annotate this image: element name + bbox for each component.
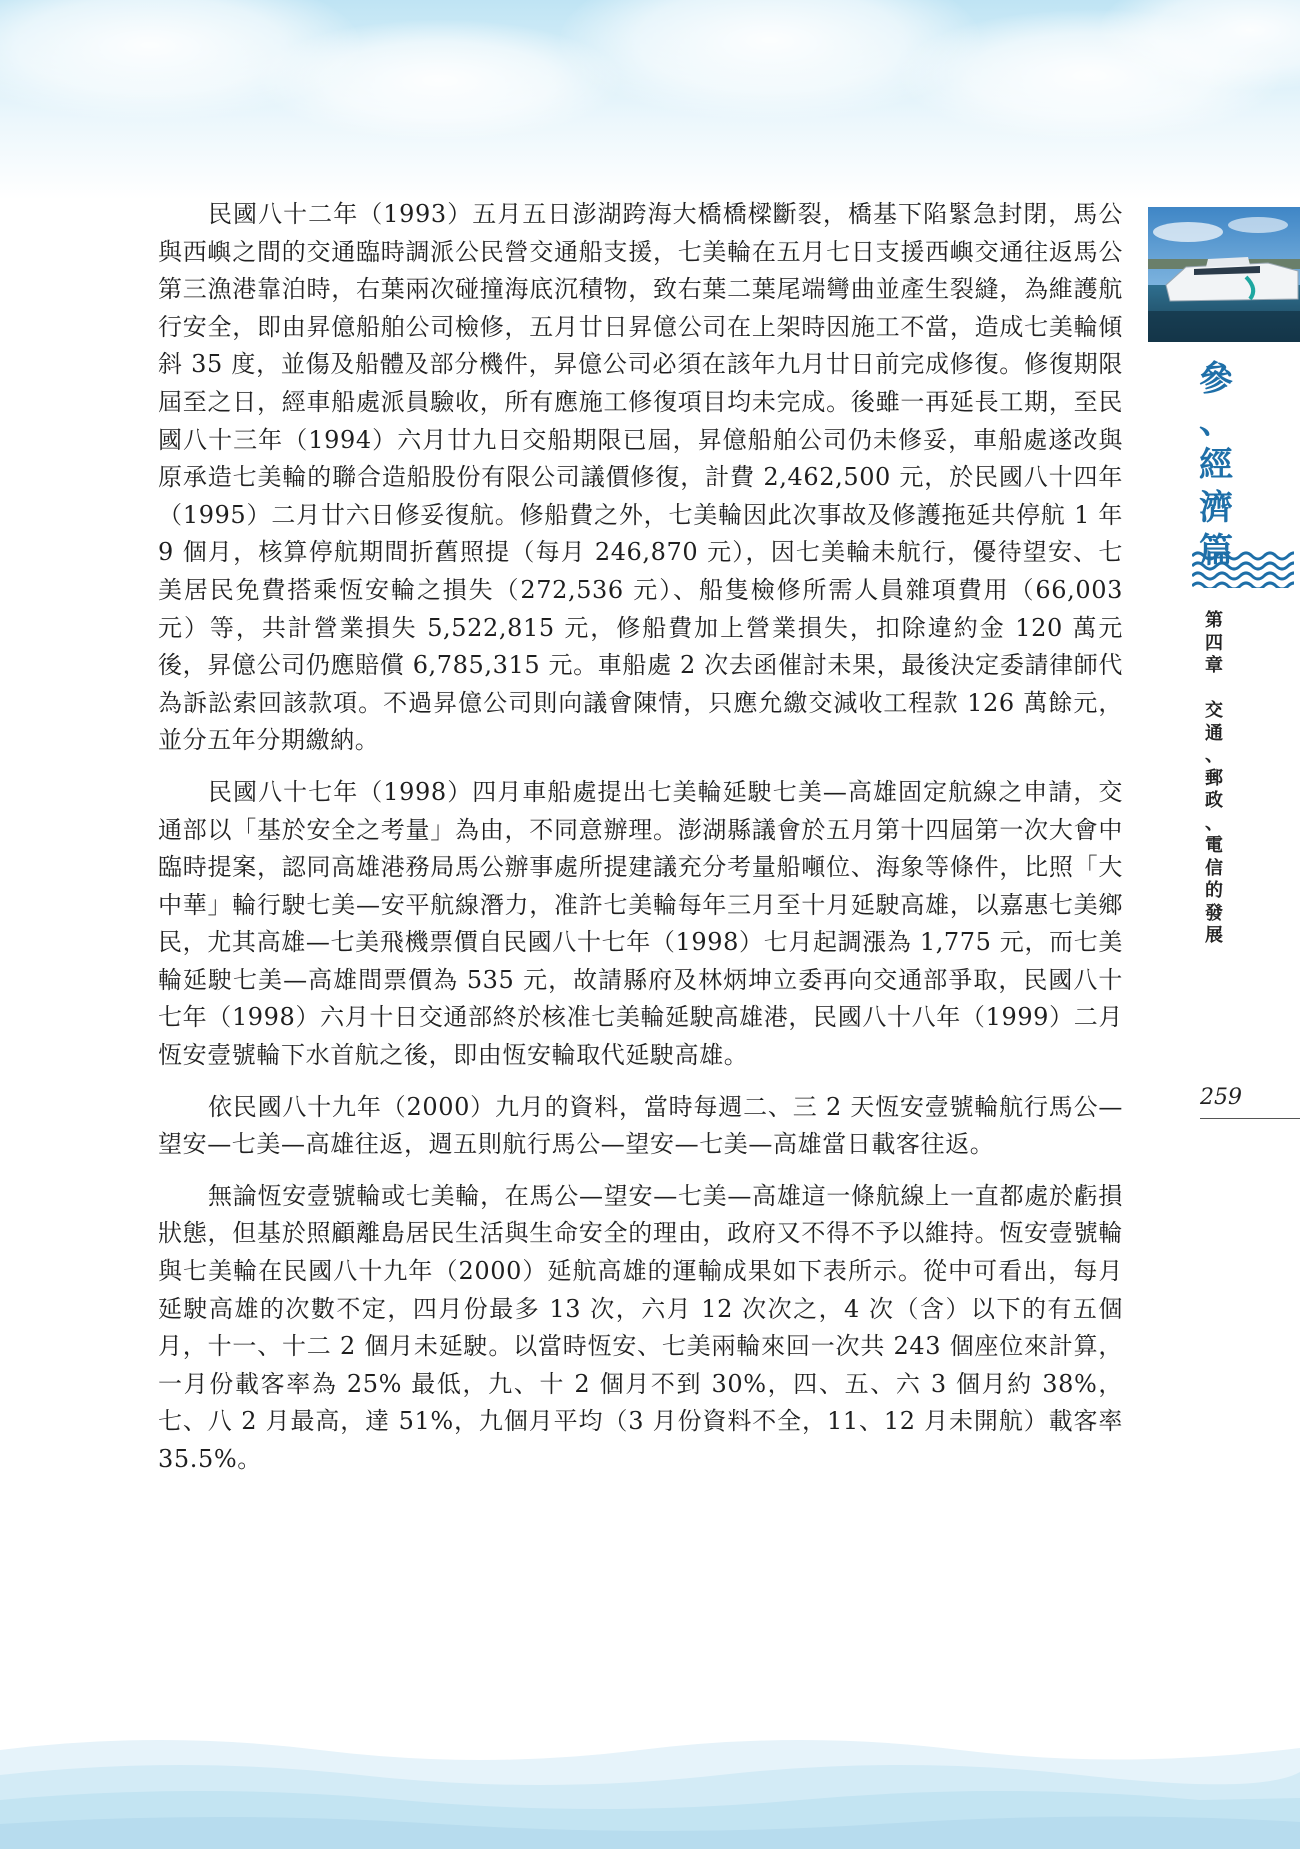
part-title-char: 經 (1199, 445, 1233, 485)
page-number-rule (1200, 1118, 1300, 1119)
chapter-title-char: 展 (1205, 925, 1223, 946)
ferry-photo-icon (1148, 207, 1300, 342)
chapter-title-char: 、 (1205, 745, 1223, 766)
waves-icon (1192, 548, 1294, 588)
body-text (158, 196, 1123, 1493)
sky-header-background (0, 0, 1300, 200)
chapter-title (1203, 612, 1225, 950)
chapter-title-char: 政 (1205, 790, 1223, 811)
chapter-title-char: 交 (1205, 700, 1223, 721)
chapter-title-char: 章 (1205, 655, 1223, 676)
chapter-title-char: 郵 (1205, 767, 1223, 789)
chapter-title-char: 信 (1205, 857, 1223, 879)
part-title-char: 濟 (1199, 488, 1233, 528)
chapter-title-char (1205, 680, 1223, 703)
paragraph: 依民國八十九年（2000）九月的資料，當時每週二、三 2 天恆安壹號輪航行馬公—望安—七美—高雄往返，週五則航行馬公—望安—七美—高雄當日載客往返。 (158, 1092, 1123, 1159)
sea-footer-background (0, 1720, 1300, 1849)
chapter-title-char: 第 (1205, 610, 1223, 631)
paragraph: 無論恆安壹號輪或七美輪，在馬公—望安—七美—高雄這一條航線上一直都處於虧損狀態，但基於照顧離島居民生活與生命安全的理由，政府又不得不予以維持。恆安壹號輪與七美輪在民國八十九年（2000）延航高雄的運輸成果如下表所示。從中可看出，每月延駛高雄的次數不定，四月份最多 13 次，六月 12 次次之，4 次（含）以下的有五個月，十一、十二 2 個月未延駛。以當時恆安、七美兩輪來回一次共 243 個座位來計算，一月份載客率為 25% 最低，九、十 2 個月不到 30%，四、五、六 3 個月約 38%，七、八 2 月最高，達 51%，九個月平均（3 月份資料不全，11、12 月未開航）載客率 35.5%。 (158, 1181, 1123, 1473)
paragraph: 民國八十二年（1993）五月五日澎湖跨海大橋橋樑斷裂，橋基下陷緊急封閉，馬公與西嶼之間的交通臨時調派公民營交通船支援，七美輪在五月七日支援西嶼交通往返馬公第三漁港靠泊時，右葉兩次碰撞海底沉積物，致右葉二葉尾端彎曲並產生裂縫，為維護航行安全，即由昇億船舶公司檢修，五月廿日昇億公司在上架時因施工不當，造成七美輪傾斜 35 度，並傷及船體及部分機件，昇億公司必須在該年九月廿日前完成修復。修復期限屆至之日，經車船處派員驗收，所有應施工修復項目均未完成。後雖一再延長工期，至民國八十三年（1994）六月廿九日交船期限已屆，昇億船舶公司仍未修妥，車船處遂改與原承造七美輪的聯合造船股份有限公司議價修復，計費 2,462,500 元，於民國八十四年（1995）二月廿六日修妥復航。修船費之外，七美輪因此次事故及修護拖延共停航 1 年 9 個月，核算停航期間折舊照提（每月 246,870 元），因七美輪未航行，優待望安、七美居民免費搭乘恆安輪之損失（272,536 元）、船隻檢修所需人員雜項費用（66,003 元）等，共計營業損失 5,522,815 元，修船費加上營業損失，扣除違約金 120 萬元後，昇億公司仍應賠償 6,785,315 元。車船處 2 次去函催討未果，最後決定委請律師代為訴訟索回該款項。不過昇億公司則向議會陳情，只應允繳交減收工程款 126 萬餘元，並分五年分期繳納。 (158, 200, 1123, 755)
chapter-title-char: 電 (1205, 835, 1223, 856)
part-title (1196, 359, 1236, 577)
paragraph: 民國八十七年（1998）四月車船處提出七美輪延駛七美—高雄固定航線之申請，交通部以「基於安全之考量」為由，不同意辦理。澎湖縣議會於五月第十四屆第一次大會中臨時提案，認同高雄港務局馬公辦事處所提建議充分考量船噸位、海象等條件，比照「大中華」輪行駛七美—安平航線潛力，准許七美輪每年三月至十月延駛高雄，以嘉惠七美鄉民，尤其高雄—七美飛機票價自民國八十七年（1998）七月起調漲為 1,775 元，而七美輪延駛七美—高雄間票價為 535 元，故請縣府及林炳坤立委再向交通部爭取，民國八十七年（1998）六月十日交通部終於核准七美輪延駛高雄港，民國八十八年（1999）二月恆安壹號輪下水首航之後，即由恆安輪取代延駛高雄。 (158, 777, 1123, 1070)
chapter-title-char: 的 (1205, 880, 1223, 901)
part-title-char: 、 (1199, 402, 1233, 442)
chapter-title-char: 通 (1205, 722, 1223, 744)
chapter-title-char: 發 (1205, 902, 1223, 924)
part-title-char: 參 (1199, 359, 1233, 399)
page-number: 259 (1200, 1085, 1242, 1110)
chapter-title-char: 四 (1205, 632, 1223, 654)
chapter-title-char: 、 (1205, 812, 1223, 834)
part-title-char: 篇 (1199, 531, 1233, 571)
ferry-photo (1148, 207, 1300, 342)
